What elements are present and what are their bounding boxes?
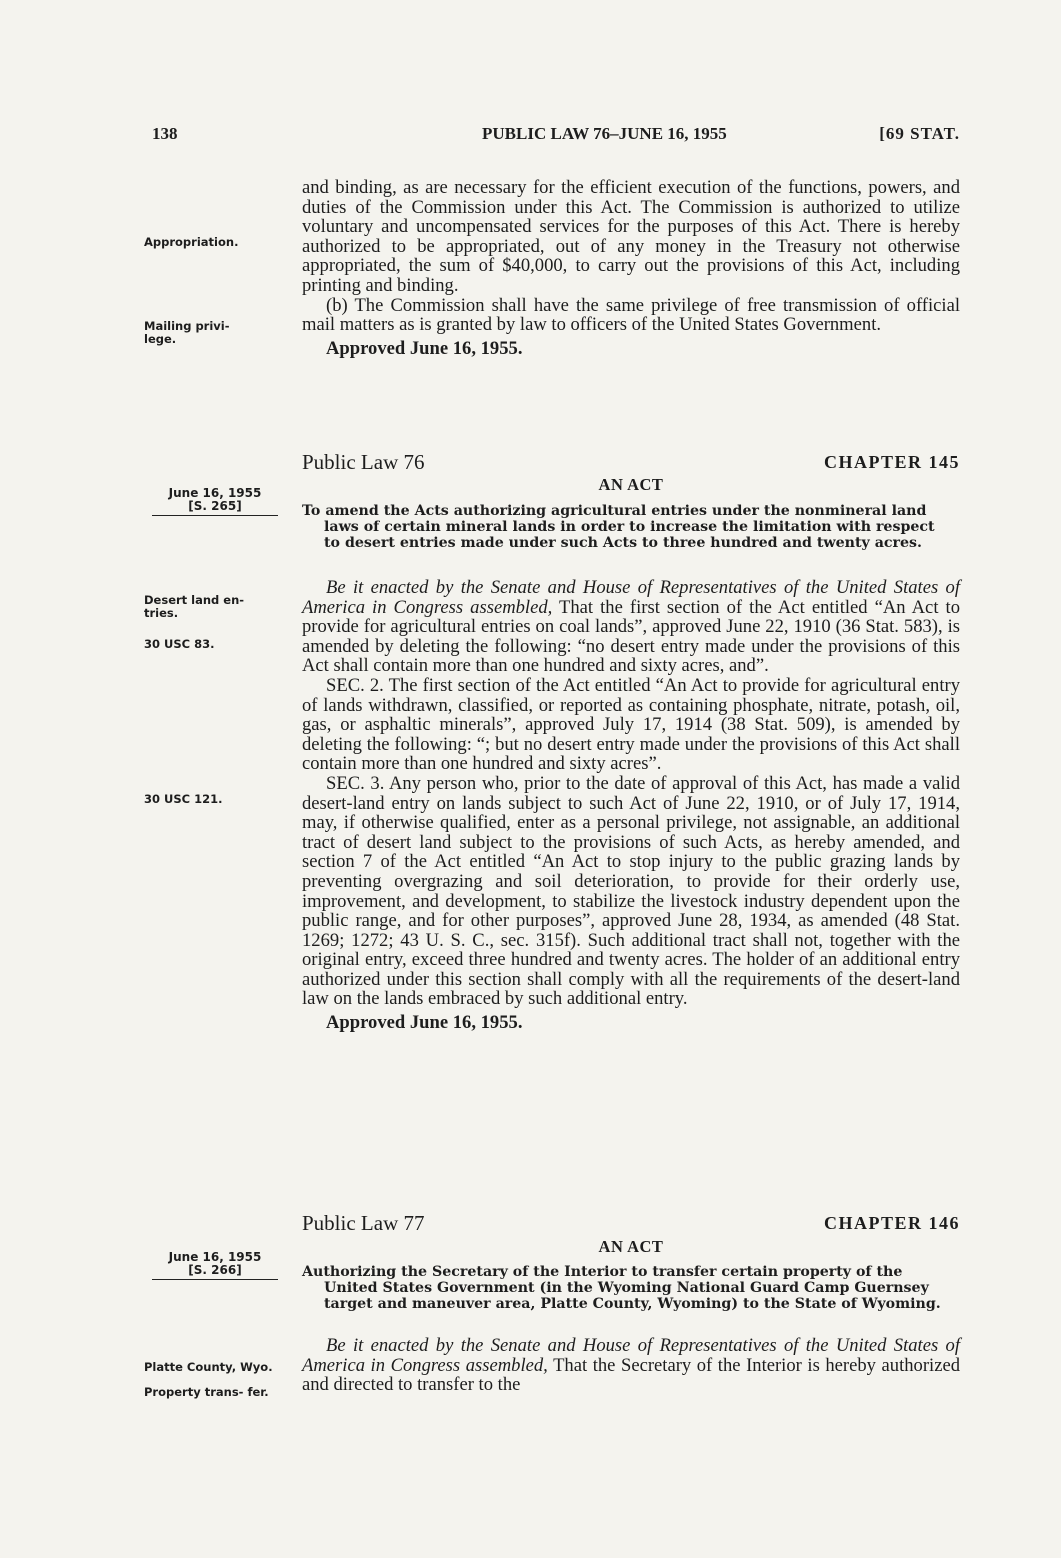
- margin-note-usc121: 30 USC 121.: [144, 792, 223, 806]
- margin-note-property: Property trans- fer.: [144, 1385, 269, 1399]
- margin-note-usc83: 30 USC 83.: [144, 637, 215, 651]
- running-title: PUBLIC LAW 76–JUNE 16, 1955: [482, 124, 727, 143]
- margin-note-appropriation: Appropriation.: [144, 235, 239, 249]
- law77-heading: [302, 1211, 960, 1235]
- law76-section-1-text: That the first section of the Act entitled “An Act to provide for agricultural entries on coal lands”, approved June 22, 1910 (36 Stat. 583), is amended by deleting the following: “no desert entry made under the provisions of this Act shall contain more than one hundred and sixty acres, and”.: [302, 596, 960, 677]
- law77-section-1-text: That the Secretary of the Interior is hereby authorized and directed to transfer to the: [302, 1354, 960, 1396]
- opening-paragraph: and binding, as are necessary for the efficient execution of the functions, powers, and duties of the Commission under this Act. The Commission is authorized to utilize voluntary and uncompensated services for the purposes of this Act. There is hereby authorized to be appropriated, out of any money in the Treasury not otherwise appropriated, the sum of $40,000, to carry out the provisions of this Act, including printing and binding.: [302, 177, 960, 296]
- law76-title-line: laws of certain mineral lands in order to increase the limitation with respect: [324, 519, 935, 535]
- margin-note-platte: Platte County, Wyo.: [144, 1360, 273, 1374]
- law76-approved-line: Approved June 16, 1955.: [326, 1012, 523, 1034]
- law77-title: [302, 1264, 960, 1312]
- margin-note-mailing: Mailing privi- lege.: [144, 319, 230, 346]
- law77-bill: [S. 266]: [188, 1263, 242, 1277]
- law76-enacting-clause: Be it enacted by the Senate and House of Representatives of the United States of America in Congress assembled,: [302, 577, 960, 618]
- law76-an-act: AN ACT: [598, 475, 664, 494]
- law76-section-1: [302, 578, 960, 676]
- mailing-paragraph: (b) The Commission shall have the same privilege of free transmission of official mail matters as is granted by law to officers of the United States Government.: [302, 294, 960, 336]
- law76-date: June 16, 1955: [168, 486, 262, 500]
- law76-heading: [302, 450, 960, 474]
- margin-note-desert: Desert land en- tries.: [144, 593, 245, 620]
- law76-section-3: SEC. 3. Any person who, prior to the date of approval of this Act, has made a valid desert-land entry on lands subject to such Act of June 22, 1910, or of July 17, 1914, may, if otherwise qualified, enter as a personal privilege, not assignable, an additional tract of desert land subject to the provisions of such Acts, as hereby amended, and section 7 of the Act entitled “An Act to stop injury to the public grazing lands by preventing overgrazing and soil deterioration, to provide for their orderly use, improvement, and development, to stabilize the livestock industry dependent upon the public range, and for other purposes”, approved June 28, 1934, as amended (48 Stat. 1269; 1272; 43 U. S. C., sec. 315f). Such additional tract shall not, together with the original entry, exceed three hundred and twenty acres. The holder of an additional entry authorized under this section shall comply with all the requirements of the desert-land law on the lands embraced by such additional entry.: [302, 772, 960, 1010]
- law77-section-1: [302, 1336, 960, 1395]
- law77-an-act: AN ACT: [598, 1237, 664, 1256]
- law77-title-line: target and maneuver area, Platte County, Wyoming) to the State of Wyoming.: [324, 1296, 941, 1312]
- law77-title-line: Authorizing the Secretary of the Interior to transfer certain property of the: [302, 1264, 903, 1280]
- law76-title: [302, 503, 960, 551]
- opening-section: [302, 178, 960, 358]
- law76-title-line: to desert entries made under such Acts to three hundred and twenty acres.: [324, 535, 922, 551]
- law76-section-2: SEC. 2. The first section of the Act entitled “An Act to provide for agricultural entry of lands withdrawn, classified, or reported as containing phosphate, nitrate, potash, oil, gas, or asphaltic minerals”, approved July 17, 1914 (38 Stat. 509), is amended by deleting the following: “; but no desert entry made under the provisions of this Act shall contain more than one hundred and sixty acres”.: [302, 674, 960, 775]
- law76-bill: [S. 265]: [188, 499, 242, 513]
- approved-line: Approved June 16, 1955.: [326, 337, 523, 359]
- law76-body: [302, 578, 960, 1033]
- law76-label: Public Law 76: [302, 450, 425, 474]
- law77-date: June 16, 1955: [168, 1250, 262, 1264]
- law77-body: [302, 1336, 960, 1395]
- law77-date-box: [152, 1251, 278, 1280]
- law77-chapter: CHAPTER 146: [823, 1213, 960, 1233]
- page-number: 138: [152, 124, 178, 143]
- law77-enacting-clause: Be it enacted by the Senate and House of Representatives of the United States of America in Congress assembled,: [302, 1335, 960, 1376]
- running-header: [152, 124, 960, 146]
- volume-reference: [69 STAT.: [879, 124, 960, 143]
- law77-title-line: United States Government (in the Wyoming National Guard Camp Guernsey: [324, 1280, 929, 1296]
- law76-chapter: CHAPTER 145: [823, 452, 960, 472]
- law76-title-line: To amend the Acts authorizing agricultural entries under the nonmineral land: [302, 503, 927, 519]
- law76-date-box: [152, 487, 278, 516]
- law77-label: Public Law 77: [302, 1211, 425, 1235]
